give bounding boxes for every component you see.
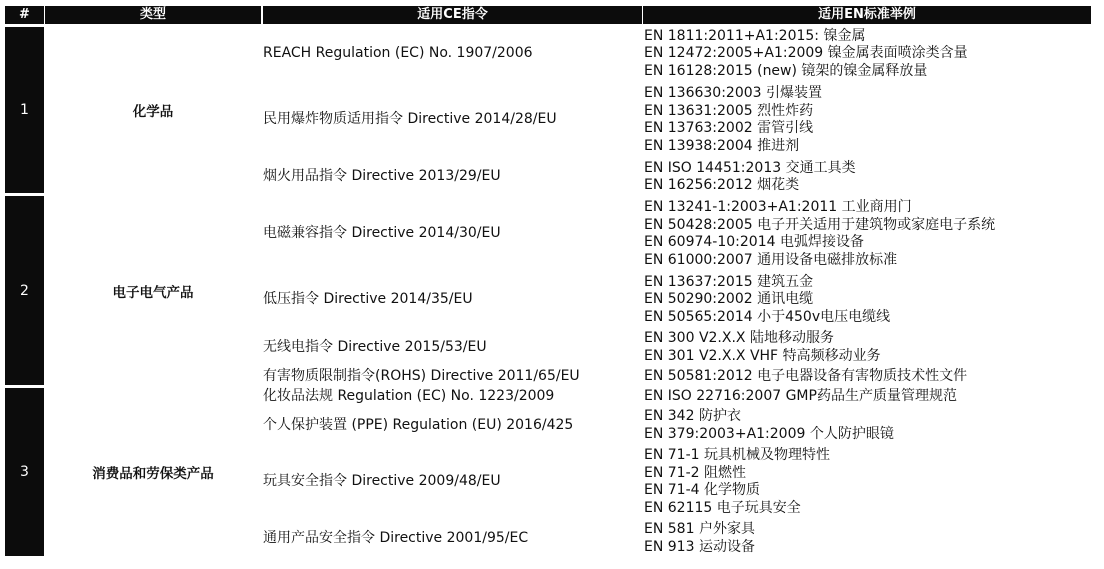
standard-item: EN 16128:2015 (new) 镜架的镍金属释放量: [644, 62, 928, 79]
standards-cell: [644, 445, 1100, 519]
group-number: 1: [5, 27, 44, 193]
header-standards: 适用EN标准举例: [643, 6, 1091, 24]
standards-cell: [644, 159, 1100, 195]
directive-cell: REACH Regulation (EC) No. 1907/2006: [263, 45, 533, 62]
standard-item: EN 13637:2015 建筑五金: [644, 273, 814, 290]
standard-item: EN 301 V2.X.X VHF 特高频移动业务: [644, 347, 881, 364]
group-number: 3: [5, 388, 44, 556]
standard-item: EN 50428:2005 电子开关适用于建筑物或家庭电子系统: [644, 216, 996, 233]
standard-item: EN 913 运动设备: [644, 538, 755, 555]
group-category: 化学品: [132, 104, 174, 120]
directive-cell: 无线电指令 Directive 2015/53/EU: [263, 338, 487, 355]
header-category: 类型: [45, 6, 261, 24]
standard-item: EN 50565:2014 小于450v电压电缆线: [644, 308, 891, 325]
standard-item: EN 71-4 化学物质: [644, 482, 760, 498]
standard-item: EN 62115 电子玩具安全: [644, 499, 801, 516]
standard-item: EN 13763:2002 雷管引线: [644, 120, 814, 136]
group-category: 电子电气产品: [112, 284, 194, 301]
directive-cell: 玩具安全指令 Directive 2009/48/EU: [263, 473, 501, 490]
header-directive: 适用CE指令: [263, 6, 642, 24]
standard-item: EN 71-2 阻燃性: [644, 464, 746, 481]
directive-cell: 个人保护装置 (PPE) Regulation (EU) 2016/425: [263, 416, 574, 433]
header-num: #: [5, 6, 44, 24]
directive-cell: 电磁兼容指令 Directive 2014/30/EU: [263, 225, 501, 242]
directive-cell: 化妆品法规 Regulation (EC) No. 1223/2009: [263, 387, 555, 404]
standards-cell: [644, 197, 1100, 271]
standards-cell: [644, 27, 1100, 81]
standards-cell: [644, 520, 1100, 557]
standard-item: EN 61000:2007 通用设备电磁排放标准: [644, 251, 898, 268]
standard-item: EN 71-1 玩具机械及物理特性: [644, 447, 830, 463]
standards-cell: [644, 272, 1100, 328]
standard-item: EN 379:2003+A1:2009 个人防护眼镜: [644, 425, 894, 442]
standard-item: EN 13938:2004 推进剂: [644, 137, 800, 154]
standard-item: EN 342 防护衣: [644, 408, 741, 424]
directive-cell: 低压指令 Directive 2014/35/EU: [263, 291, 473, 308]
group-category: 消费品和劳保类产品: [92, 466, 214, 482]
standard-item: EN ISO 22716:2007 GMP药品生产质量管理规范: [644, 387, 957, 404]
standard-item: EN ISO 14451:2013 交通工具类: [644, 159, 856, 176]
standard-item: EN 13631:2005 烈性炸药: [644, 102, 814, 119]
standards-cell: [644, 329, 1100, 366]
standard-item: EN 60974-10:2014 电弧焊接设备: [644, 234, 864, 250]
standard-item: EN 50581:2012 电子电器设备有害物质技术性文件: [644, 367, 968, 384]
directive-cell: 通用产品安全指令 Directive 2001/95/EC: [263, 529, 529, 546]
standard-item: EN 16256:2012 烟花类: [644, 177, 800, 193]
standard-item: EN 581 户外家具: [644, 521, 755, 537]
standard-item: EN 12472:2005+A1:2009 镍金属表面喷涂类含量: [644, 45, 968, 62]
group-number: 2: [5, 196, 44, 385]
directive-cell: 有害物质限制指令(ROHS) Directive 2011/65/EU: [263, 367, 580, 384]
standards-cell: [644, 367, 1100, 386]
standard-item: EN 13241-1:2003+A1:2011 工业商用门: [644, 199, 912, 215]
directive-cell: 烟火用品指令 Directive 2013/29/EU: [263, 168, 501, 185]
standards-cell: [644, 407, 1100, 444]
standard-item: EN 300 V2.X.X 陆地移动服务: [644, 330, 834, 346]
standard-item: EN 1811:2011+A1:2015: 镍金属: [644, 27, 866, 44]
standard-item: EN 136630:2003 引爆装置: [644, 85, 823, 101]
standards-cell: [644, 84, 1100, 156]
standards-cell: [644, 387, 1100, 406]
directive-cell: 民用爆炸物质适用指令 Directive 2014/28/EU: [263, 111, 557, 128]
standard-item: EN 50290:2002 通讯电缆: [644, 291, 814, 308]
